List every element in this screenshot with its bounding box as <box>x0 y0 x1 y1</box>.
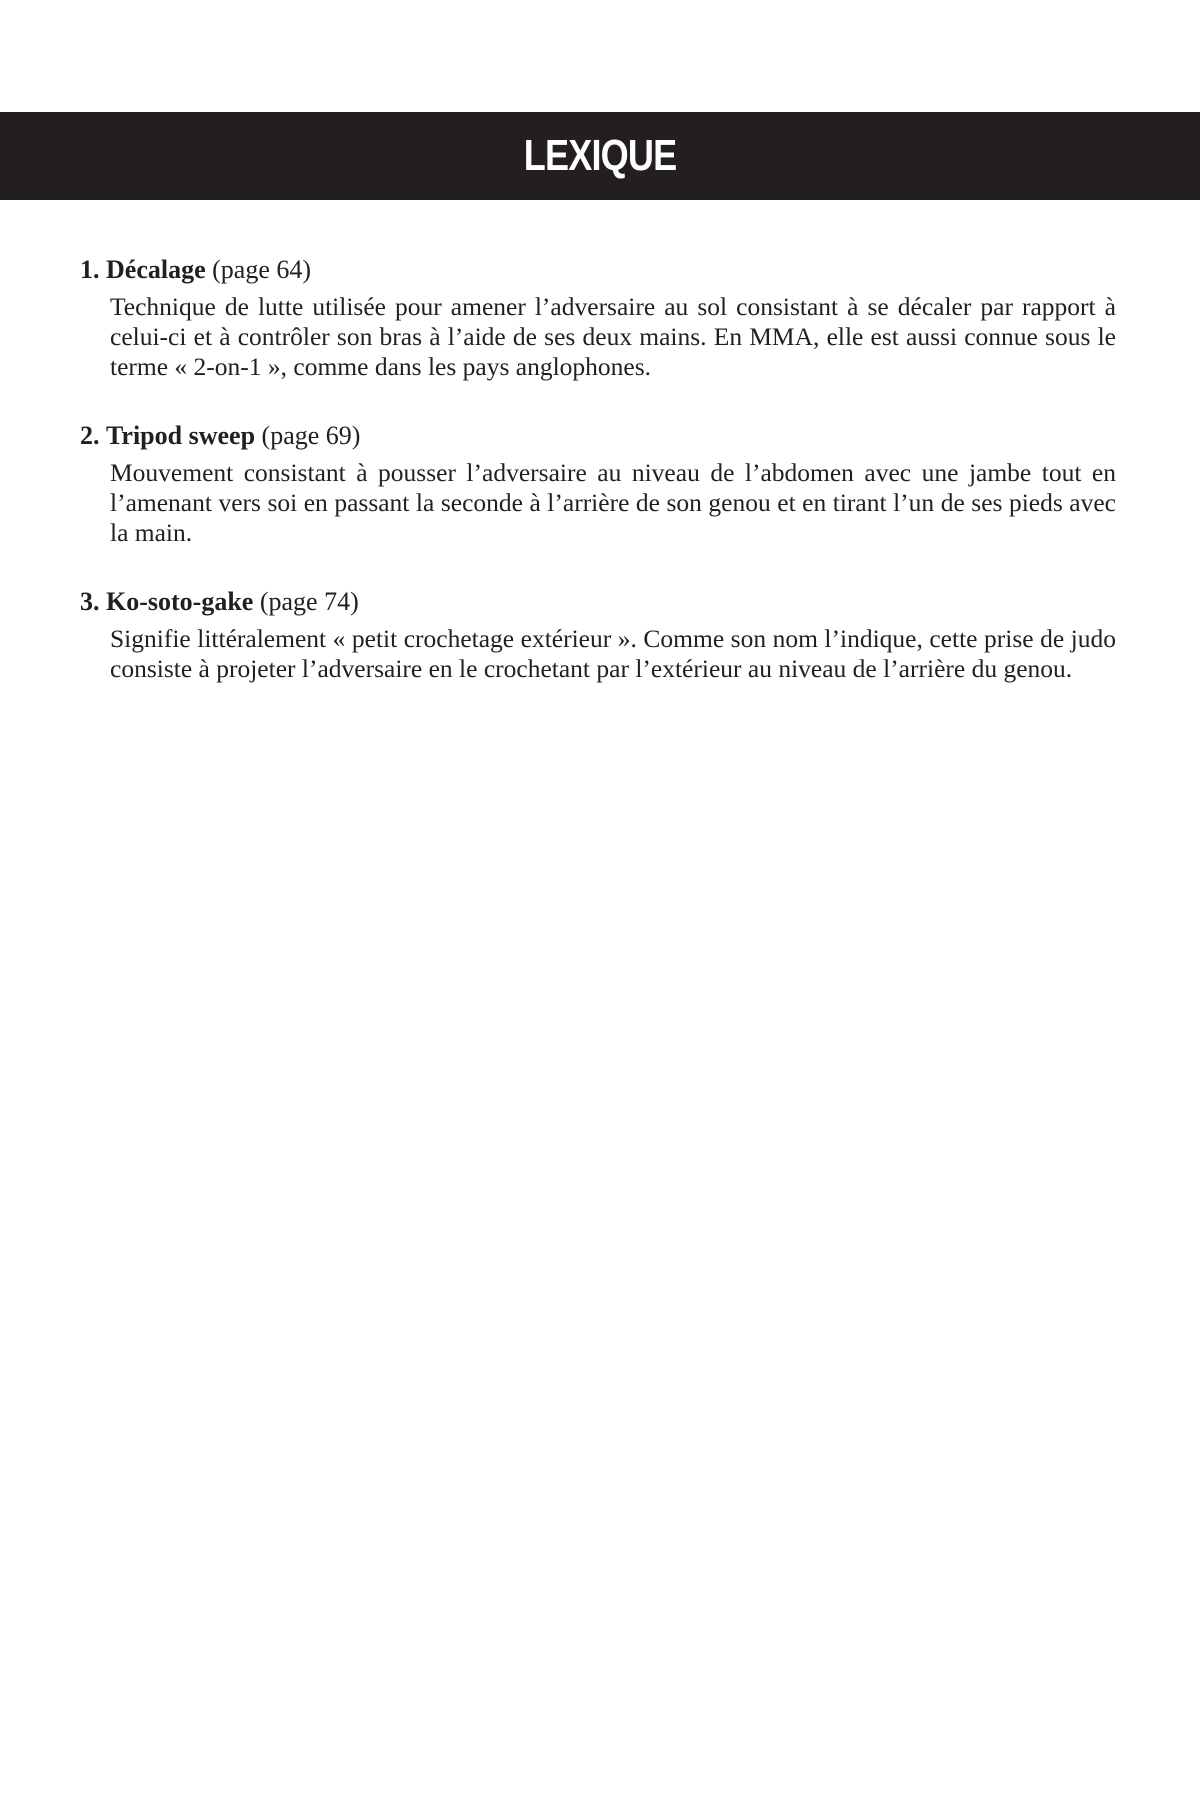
lexicon-entry <box>80 418 1116 548</box>
entry-definition: Mouvement consistant à pousser l’adversaire au niveau de l’abdomen avec une jambe tout en l’amenant vers soi en passant la seconde à l’arrière de son genou et en tirant l’un de ses pieds avec la main. <box>110 458 1116 547</box>
entry-page-ref: (page 69) <box>261 421 361 450</box>
entry-page-ref: (page 74) <box>259 587 359 616</box>
entry-definition: Signifie littéralement « petit crochetage extérieur ». Comme son nom l’indique, cette prise de judo consiste à projeter l’adversaire en le crochetant par l’extérieur au niveau de l’arrière du genou. <box>110 624 1116 683</box>
entry-term: Tripod sweep <box>106 421 256 450</box>
entry-term: Décalage <box>106 255 206 284</box>
entry-number: 3. <box>80 587 100 616</box>
entry-number: 1. <box>80 255 100 284</box>
entry-heading <box>80 252 1116 288</box>
lexicon-list <box>80 252 1116 720</box>
entry-definition: Technique de lutte utilisée pour amener l’adversaire au sol consistant à se décaler par rapport à celui-ci et à contrôler son bras à l’aide de ses deux mains. En MMA, elle est aussi connue sous le terme « 2-on-1 », comme dans les pays anglophones. <box>110 292 1116 381</box>
entry-heading <box>80 584 1116 620</box>
lexicon-entry <box>80 252 1116 382</box>
page-title: LEXIQUE <box>523 131 677 180</box>
lexicon-entry <box>80 584 1116 684</box>
entry-page-ref: (page 64) <box>212 255 312 284</box>
entry-heading <box>80 418 1116 454</box>
page-header-band <box>0 112 1200 200</box>
entry-term: Ko-soto-gake <box>106 587 254 616</box>
entry-number: 2. <box>80 421 100 450</box>
